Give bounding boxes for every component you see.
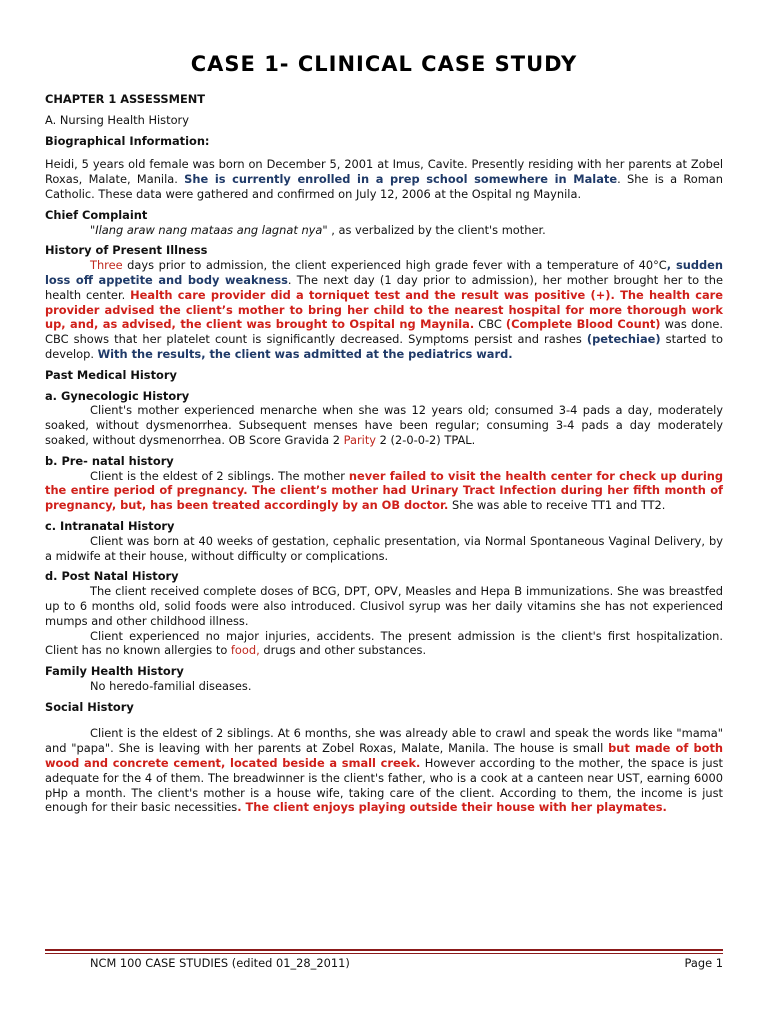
document-body bbox=[45, 92, 723, 815]
gynecologic-heading: a. Gynecologic History bbox=[45, 388, 190, 403]
footer-divider-thin bbox=[45, 953, 723, 954]
footer-divider bbox=[45, 949, 723, 951]
social-history-paragraph: Client is the eldest of 2 siblings. At 6 months, she was already able to crawl and speak the words like "mama" and "papa". She is leaving with her parents at Zobel Roxas, Malate, Manila. The house is small but made of both wood and concrete cement, located beside a small creek. However according to the mother, the space is just adequate for the 4 of them. The breadwinner is the client's father, who is a cook at a canteen near UST, earning 6000 pHp a month. The client's mother is a house wife, taking care of the client. According to them, the income is just enough for their basic necessities. The client enjoys playing outside their house with her playmates. bbox=[45, 726, 724, 815]
postnatal-heading: d. Post Natal History bbox=[45, 569, 179, 584]
social-history-heading: Social History bbox=[45, 699, 134, 714]
hpi-paragraph: Three days prior to admission, the client experienced high grade fever with a temperature of 40°C, sudden loss off appetite and body weakness. The next day (1 day prior to admission), her mother brought her to the health center. Health care provider did a torniquet test and the result was positive (+). The health care provider advised the client’s mother to bring her child to the nearest hospital for more thorough work up, and, as advised, the client was brought to Ospital ng Maynila. CBC (Complete Blood Count) was done. CBC shows that her platelet count is significantly decreased. Symptoms persist and rashes (petechiae) started to develop. With the results, the client was admitted at the pediatrics ward. bbox=[45, 258, 723, 361]
gynecologic-paragraph: Client's mother experienced menarche when she was 12 years old; consumed 3-4 pads a day, moderately soaked, without dysmenorrhea. Subsequent menses have been regular; consuming 3-4 pads a day moderately soaked, without dysmenorrhea. OB Score Gravida 2 Parity 2 (2-0-0-2) TPAL. bbox=[45, 403, 723, 447]
family-history-text: No heredo-familial diseases. bbox=[90, 678, 252, 693]
document-page bbox=[45, 0, 723, 1024]
intranatal-heading: c. Intranatal History bbox=[45, 518, 175, 533]
prenatal-heading: b. Pre- natal history bbox=[45, 453, 174, 468]
postnatal-paragraph-2: Client experienced no major injuries, accidents. The present admission is the client's first hospitalization. Client has no known allergies to food, drugs and other substances. bbox=[45, 628, 723, 658]
section-heading: A. Nursing Health History bbox=[45, 112, 189, 127]
chapter-heading: CHAPTER 1 ASSESSMENT bbox=[45, 92, 206, 106]
chief-complaint-text: "Ilang araw nang mataas ang lagnat nya" , as verbalized by the client's mother. bbox=[90, 222, 546, 237]
page-title: CASE 1- CLINICAL CASE STUDY bbox=[190, 52, 578, 76]
intranatal-paragraph: Client was born at 40 weeks of gestation, cephalic presentation, via Normal Spontaneous Vaginal Delivery, by a midwife at their house, without difficulty or complications. bbox=[45, 533, 723, 563]
postnatal-paragraph-1: The client received complete doses of BCG, DPT, OPV, Measles and Hepa B immunizations. She was breastfed up to 6 months old, solid foods were also introduced. Clusivol syrup was her daily vitamins she has not experienced mumps and other childhood illness. bbox=[45, 584, 723, 628]
family-history-heading: Family Health History bbox=[45, 664, 184, 679]
footer-page-number: Page 1 bbox=[684, 956, 723, 970]
prenatal-paragraph: Client is the eldest of 2 siblings. The mother never failed to visit the health center for check up during the entire period of pregnancy. The client’s mother had Urinary Tract Infection during her fifth month of pregnancy, but, has been treated accordingly by an OB doctor. She was able to receive TT1 and TT2. bbox=[45, 468, 723, 513]
past-medical-heading: Past Medical History bbox=[45, 367, 177, 382]
biographical-heading: Biographical Information: bbox=[45, 133, 210, 148]
hpi-heading: History of Present Illness bbox=[45, 243, 208, 258]
footer-document-name: NCM 100 CASE STUDIES (edited 01_28_2011) bbox=[90, 956, 350, 970]
chief-complaint-heading: Chief Complaint bbox=[45, 207, 148, 222]
biographical-paragraph: Heidi, 5 years old female was born on December 5, 2001 at Imus, Cavite. Presently residing with her parents at Zobel Roxas, Malate, Manila. She is currently enrolled in a prep school somewhere in Malate. She is a Roman Catholic. These data were gathered and confirmed on July 12, 2006 at the Ospital ng Maynila. bbox=[45, 157, 724, 201]
